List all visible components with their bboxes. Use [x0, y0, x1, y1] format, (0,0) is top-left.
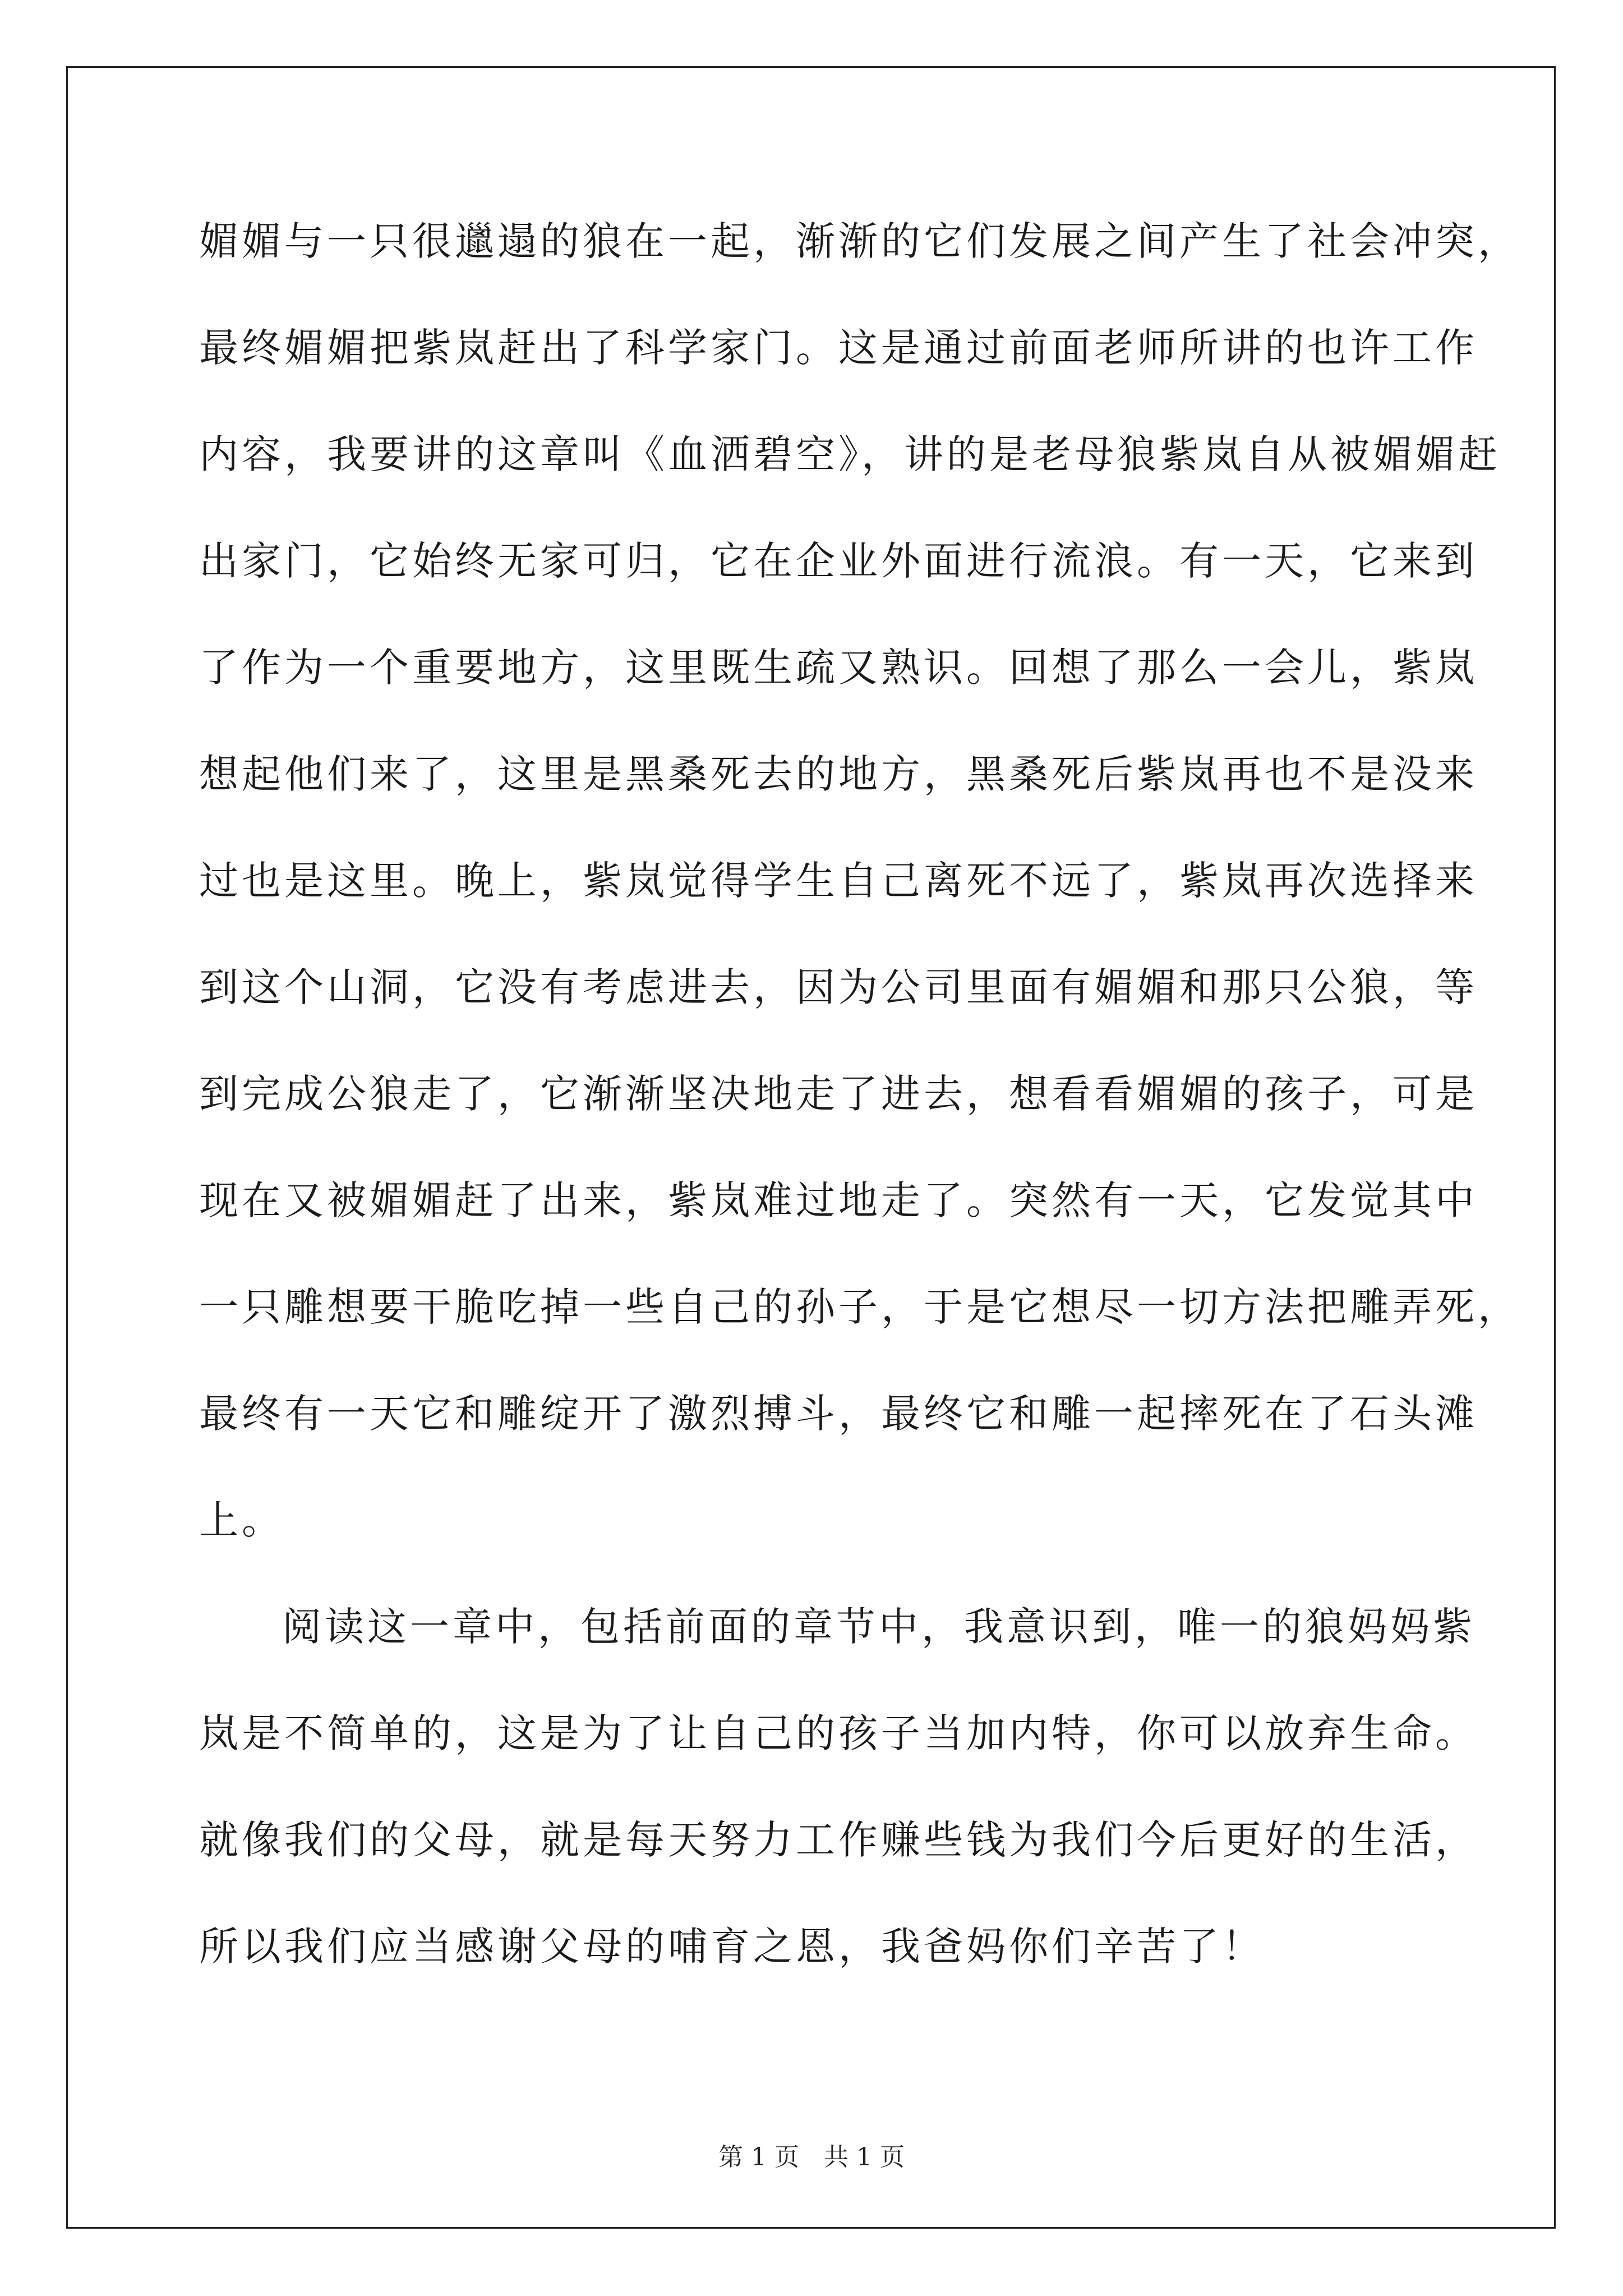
document-body [199, 213, 1520, 2025]
text-line: 岚是不简单的，这是为了让自己的孩子当加内特，你可以放弃生命。 [199, 1710, 1478, 1756]
page-number-footer: 第 1 页 共 1 页 [718, 2143, 905, 2171]
text-line: 出家门，它始终无家可归，它在企业外面进行流浪。有一天，它来到 [199, 538, 1478, 584]
paragraph-1 [199, 213, 1520, 1599]
text-line: 内容，我要讲的这章叫《血洒碧空》，讲的是老母狼紫岚自从被媚媚赶 [199, 431, 1501, 477]
text-line: 媚媚与一只很邋遢的狼在一起，渐渐的它们发展之间产生了社会冲突， [199, 218, 1520, 264]
text-line: 所以我们应当感谢父母的哺育之恩，我爸妈你们辛苦了！ [199, 1924, 1265, 1970]
text-line: 到完成公狼走了，它渐渐坚决地走了进去，想看看媚媚的孩子，可是 [199, 1071, 1478, 1117]
text-line: 最终媚媚把紫岚赶出了科学家门。这是通过前面老师所讲的也许工作 [199, 325, 1478, 371]
paragraph-2 [199, 1599, 1478, 2025]
text-line: 过也是这里。晚上，紫岚觉得学生自己离死不远了，紫岚再次选择来 [199, 858, 1478, 904]
text-line: 想起他们来了，这里是黑桑死去的地方，黑桑死后紫岚再也不是没来 [199, 751, 1478, 797]
text-line: 现在又被媚媚赶了出来，紫岚难过地走了。突然有一天，它发觉其中 [199, 1177, 1478, 1223]
text-line: 上。 [199, 1497, 284, 1543]
text-line: 一只雕想要干脆吃掉一些自己的孙子，于是它想尽一切方法把雕弄死， [199, 1284, 1520, 1330]
text-line: 到这个山洞，它没有考虑进去，因为公司里面有媚媚和那只公狼，等 [199, 964, 1478, 1010]
text-line: 最终有一天它和雕绽开了激烈搏斗，最终它和雕一起摔死在了石头滩 [199, 1391, 1478, 1437]
text-line: 就像我们的父母，就是每天努力工作赚些钱为我们今后更好的生活， [199, 1817, 1478, 1863]
text-line: 阅读这一章中，包括前面的章节中，我意识到，唯一的狼妈妈紫 [282, 1604, 1476, 1650]
text-line: 了作为一个重要地方，这里既生疏又熟识。回想了那么一会儿，紫岚 [199, 645, 1478, 691]
